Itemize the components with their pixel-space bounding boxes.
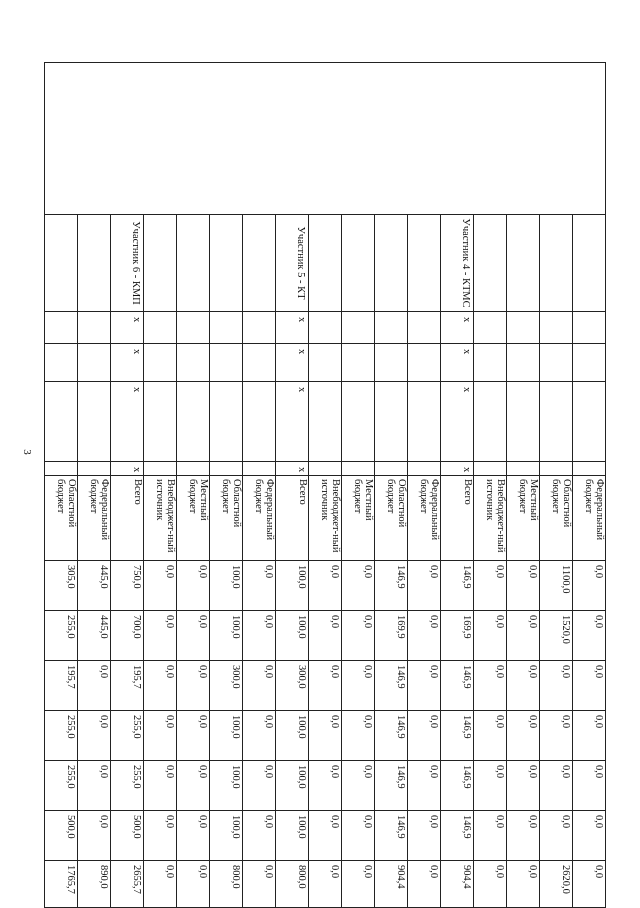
mark-cell-4	[309, 462, 342, 476]
year-value-cell: 0,0	[342, 761, 375, 811]
year-value-cell: 146,9	[441, 711, 474, 761]
year-value-cell: 0,0	[342, 611, 375, 661]
mark-cell-1	[375, 312, 408, 344]
year-value-cell: 0,0	[540, 711, 573, 761]
mark-cell-4	[78, 462, 111, 476]
mark-cell-2	[408, 344, 441, 382]
mark-cell-2	[144, 344, 177, 382]
year-value-cell: 0,0	[177, 561, 210, 611]
year-value-cell: 146,9	[441, 811, 474, 861]
year-value-cell: 0,0	[408, 761, 441, 811]
mark-cell-1: х	[111, 312, 144, 344]
year-value-cell: 146,9	[441, 661, 474, 711]
total-value-cell: 0,0	[342, 861, 375, 908]
mark-cell-4	[408, 462, 441, 476]
participant-cell	[573, 215, 606, 312]
year-value-cell: 0,0	[474, 611, 507, 661]
year-value-cell: 1100,0	[540, 561, 573, 611]
mark-cell-1	[45, 312, 78, 344]
mark-cell-1	[540, 312, 573, 344]
mark-cell-2	[474, 344, 507, 382]
mark-cell-3	[375, 382, 408, 462]
mark-cell-1: х	[276, 312, 309, 344]
mark-cell-1	[243, 312, 276, 344]
year-value-cell: 146,9	[375, 711, 408, 761]
year-value-cell: 0,0	[540, 661, 573, 711]
budget-table-sheet	[55, 62, 606, 894]
participant-cell: Участник 4 - КТМС	[441, 215, 474, 312]
mark-cell-1	[474, 312, 507, 344]
year-value-cell: 0,0	[144, 611, 177, 661]
mark-cell-1	[408, 312, 441, 344]
funding-source-cell: Местный бюджет	[342, 476, 375, 561]
year-value-cell: 100,0	[210, 711, 243, 761]
year-value-cell: 255,0	[45, 711, 78, 761]
year-value-cell: 305,0	[45, 561, 78, 611]
year-value-cell: 0,0	[507, 661, 540, 711]
total-value-cell: 2620,0	[540, 861, 573, 908]
funding-source-cell: Всего	[276, 476, 309, 561]
mark-cell-2	[573, 344, 606, 382]
year-value-cell: 146,9	[441, 761, 474, 811]
total-value-cell: 890,0	[78, 861, 111, 908]
participant-cell	[342, 215, 375, 312]
mark-cell-3: х	[111, 382, 144, 462]
year-value-cell: 255,0	[111, 711, 144, 761]
funding-source-cell: Внебюджет-ный источник	[309, 476, 342, 561]
mark-cell-4: х	[276, 462, 309, 476]
mark-cell-4	[507, 462, 540, 476]
total-value-cell: 0,0	[177, 861, 210, 908]
funding-source-cell: Всего	[111, 476, 144, 561]
mark-cell-2	[177, 344, 210, 382]
mark-cell-2	[342, 344, 375, 382]
year-value-cell: 0,0	[309, 761, 342, 811]
mark-cell-1	[309, 312, 342, 344]
total-value-cell: 0,0	[573, 861, 606, 908]
mark-cell-4: х	[441, 462, 474, 476]
total-value-cell: 0,0	[309, 861, 342, 908]
page-number: 3	[21, 449, 33, 455]
mark-cell-3	[573, 382, 606, 462]
table-viewport	[55, 62, 606, 894]
year-value-cell: 0,0	[78, 761, 111, 811]
mark-cell-3	[78, 382, 111, 462]
mark-cell-2	[78, 344, 111, 382]
mark-cell-4	[177, 462, 210, 476]
mark-cell-3	[474, 382, 507, 462]
total-value-cell: 800,0	[210, 861, 243, 908]
mark-cell-3	[45, 382, 78, 462]
year-value-cell: 0,0	[540, 811, 573, 861]
total-value-cell: 1765,7	[45, 861, 78, 908]
year-value-cell: 0,0	[309, 711, 342, 761]
participant-cell	[243, 215, 276, 312]
mark-cell-2: х	[441, 344, 474, 382]
year-value-cell: 0,0	[243, 611, 276, 661]
funding-source-cell: Местный бюджет	[177, 476, 210, 561]
funding-source-cell: Всего	[441, 476, 474, 561]
mark-cell-1	[342, 312, 375, 344]
year-value-cell: 0,0	[474, 761, 507, 811]
total-value-cell: 0,0	[408, 861, 441, 908]
funding-source-cell: Внебюджет-ный источник	[474, 476, 507, 561]
year-value-cell: 0,0	[573, 711, 606, 761]
participant-cell	[210, 215, 243, 312]
participant-cell	[408, 215, 441, 312]
year-value-cell: 500,0	[45, 811, 78, 861]
year-value-cell: 100,0	[276, 811, 309, 861]
year-value-cell: 0,0	[309, 561, 342, 611]
year-value-cell: 0,0	[144, 711, 177, 761]
year-value-cell: 0,0	[309, 811, 342, 861]
year-value-cell: 0,0	[408, 661, 441, 711]
mark-cell-4	[573, 462, 606, 476]
year-value-cell: 1520,0	[540, 611, 573, 661]
total-value-cell: 2655,7	[111, 861, 144, 908]
total-value-cell: 904,4	[375, 861, 408, 908]
year-value-cell: 0,0	[144, 761, 177, 811]
mark-cell-4	[474, 462, 507, 476]
mark-cell-4	[243, 462, 276, 476]
mark-cell-1	[573, 312, 606, 344]
year-value-cell: 146,9	[375, 811, 408, 861]
mark-cell-3	[342, 382, 375, 462]
year-value-cell: 0,0	[408, 561, 441, 611]
total-value-cell: 0,0	[144, 861, 177, 908]
mark-cell-3: х	[441, 382, 474, 462]
year-value-cell: 195,7	[45, 661, 78, 711]
participant-cell: Участник 5 - КТ	[276, 215, 309, 312]
year-value-cell: 146,9	[441, 561, 474, 611]
funding-source-cell: Областной бюджет	[210, 476, 243, 561]
mark-cell-4	[540, 462, 573, 476]
year-value-cell: 0,0	[573, 661, 606, 711]
mark-cell-4	[210, 462, 243, 476]
mark-cell-3	[144, 382, 177, 462]
year-value-cell: 0,0	[507, 811, 540, 861]
mark-cell-2	[45, 344, 78, 382]
mark-cell-3	[210, 382, 243, 462]
funding-source-cell: Федеральный бюджет	[243, 476, 276, 561]
year-value-cell: 100,0	[276, 611, 309, 661]
year-value-cell: 0,0	[342, 811, 375, 861]
year-value-cell: 0,0	[243, 661, 276, 711]
mark-cell-3	[540, 382, 573, 462]
year-value-cell: 0,0	[78, 811, 111, 861]
year-value-cell: 0,0	[507, 711, 540, 761]
year-value-cell: 0,0	[408, 811, 441, 861]
year-value-cell: 169,9	[441, 611, 474, 661]
table-body	[45, 63, 606, 908]
year-value-cell: 750,0	[111, 561, 144, 611]
year-value-cell: 0,0	[243, 561, 276, 611]
mark-cell-1: х	[441, 312, 474, 344]
year-value-cell: 445,0	[78, 611, 111, 661]
year-value-cell: 0,0	[144, 561, 177, 611]
year-value-cell: 0,0	[78, 711, 111, 761]
year-value-cell: 0,0	[573, 611, 606, 661]
funding-source-cell: Внебюджет-ный источник	[144, 476, 177, 561]
mark-cell-1	[78, 312, 111, 344]
funding-source-cell: Федеральный бюджет	[408, 476, 441, 561]
year-value-cell: 700,0	[111, 611, 144, 661]
year-value-cell: 100,0	[276, 711, 309, 761]
funding-source-cell: Местный бюджет	[507, 476, 540, 561]
total-value-cell: 0,0	[507, 861, 540, 908]
total-value-cell: 0,0	[243, 861, 276, 908]
mark-cell-4	[342, 462, 375, 476]
year-value-cell: 0,0	[342, 661, 375, 711]
year-value-cell: 100,0	[210, 561, 243, 611]
participant-cell	[177, 215, 210, 312]
mark-cell-3	[507, 382, 540, 462]
mark-cell-2: х	[276, 344, 309, 382]
total-value-cell: 800,0	[276, 861, 309, 908]
participant-cell	[309, 215, 342, 312]
funding-source-cell: Областной бюджет	[375, 476, 408, 561]
mark-cell-2	[309, 344, 342, 382]
mark-cell-3	[243, 382, 276, 462]
year-value-cell: 0,0	[507, 761, 540, 811]
table-row	[573, 63, 606, 908]
year-value-cell: 100,0	[276, 561, 309, 611]
participant-cell	[507, 215, 540, 312]
year-value-cell: 146,9	[375, 761, 408, 811]
year-value-cell: 0,0	[177, 661, 210, 711]
mark-cell-2	[375, 344, 408, 382]
mark-cell-4	[375, 462, 408, 476]
participant-cell: Участник 6 - КМП	[111, 215, 144, 312]
mark-cell-2	[210, 344, 243, 382]
year-value-cell: 0,0	[177, 811, 210, 861]
year-value-cell: 445,0	[78, 561, 111, 611]
year-value-cell: 0,0	[243, 761, 276, 811]
year-value-cell: 0,0	[309, 661, 342, 711]
year-value-cell: 0,0	[177, 761, 210, 811]
mark-cell-2: х	[111, 344, 144, 382]
year-value-cell: 0,0	[342, 561, 375, 611]
year-value-cell: 169,9	[375, 611, 408, 661]
mark-cell-1	[210, 312, 243, 344]
mark-cell-1	[507, 312, 540, 344]
year-value-cell: 0,0	[243, 711, 276, 761]
participant-cell	[144, 215, 177, 312]
funding-source-cell: Федеральный бюджет	[78, 476, 111, 561]
year-value-cell: 255,0	[111, 761, 144, 811]
year-value-cell: 255,0	[45, 611, 78, 661]
empty-number-cell	[45, 63, 606, 215]
year-value-cell: 0,0	[507, 561, 540, 611]
year-value-cell: 0,0	[78, 661, 111, 711]
year-value-cell: 255,0	[45, 761, 78, 811]
mark-cell-1	[177, 312, 210, 344]
funding-source-cell: Федеральный бюджет	[573, 476, 606, 561]
funding-source-cell: Областной бюджет	[45, 476, 78, 561]
mark-cell-2	[507, 344, 540, 382]
year-value-cell: 500,0	[111, 811, 144, 861]
year-value-cell: 0,0	[507, 611, 540, 661]
mark-cell-3	[177, 382, 210, 462]
mark-cell-3: х	[276, 382, 309, 462]
total-value-cell: 0,0	[474, 861, 507, 908]
year-value-cell: 0,0	[474, 561, 507, 611]
year-value-cell: 195,7	[111, 661, 144, 711]
mark-cell-4	[45, 462, 78, 476]
participant-cell	[474, 215, 507, 312]
year-value-cell: 300,0	[276, 661, 309, 711]
year-value-cell: 100,0	[210, 811, 243, 861]
year-value-cell: 0,0	[177, 711, 210, 761]
mark-cell-1	[144, 312, 177, 344]
year-value-cell: 0,0	[408, 711, 441, 761]
participant-cell	[375, 215, 408, 312]
year-value-cell: 0,0	[474, 711, 507, 761]
mark-cell-2	[540, 344, 573, 382]
total-value-cell: 904,4	[441, 861, 474, 908]
mark-cell-2	[243, 344, 276, 382]
mark-cell-4	[144, 462, 177, 476]
mark-cell-4: х	[111, 462, 144, 476]
year-value-cell: 0,0	[573, 811, 606, 861]
year-value-cell: 0,0	[243, 811, 276, 861]
year-value-cell: 300,0	[210, 661, 243, 711]
year-value-cell: 100,0	[210, 761, 243, 811]
year-value-cell: 0,0	[342, 711, 375, 761]
participant-cell	[45, 215, 78, 312]
year-value-cell: 0,0	[474, 811, 507, 861]
year-value-cell: 0,0	[573, 761, 606, 811]
year-value-cell: 0,0	[144, 811, 177, 861]
mark-cell-3	[408, 382, 441, 462]
year-value-cell: 0,0	[309, 611, 342, 661]
year-value-cell: 0,0	[177, 611, 210, 661]
participant-cell	[540, 215, 573, 312]
year-value-cell: 0,0	[573, 561, 606, 611]
year-value-cell: 100,0	[276, 761, 309, 811]
year-value-cell: 0,0	[408, 611, 441, 661]
year-value-cell: 146,9	[375, 561, 408, 611]
year-value-cell: 100,0	[210, 611, 243, 661]
mark-cell-3	[309, 382, 342, 462]
budget-table	[44, 62, 606, 908]
year-value-cell: 0,0	[474, 661, 507, 711]
year-value-cell: 0,0	[144, 661, 177, 711]
funding-source-cell: Областной бюджет	[540, 476, 573, 561]
year-value-cell: 0,0	[540, 761, 573, 811]
participant-cell	[78, 215, 111, 312]
year-value-cell: 146,9	[375, 661, 408, 711]
